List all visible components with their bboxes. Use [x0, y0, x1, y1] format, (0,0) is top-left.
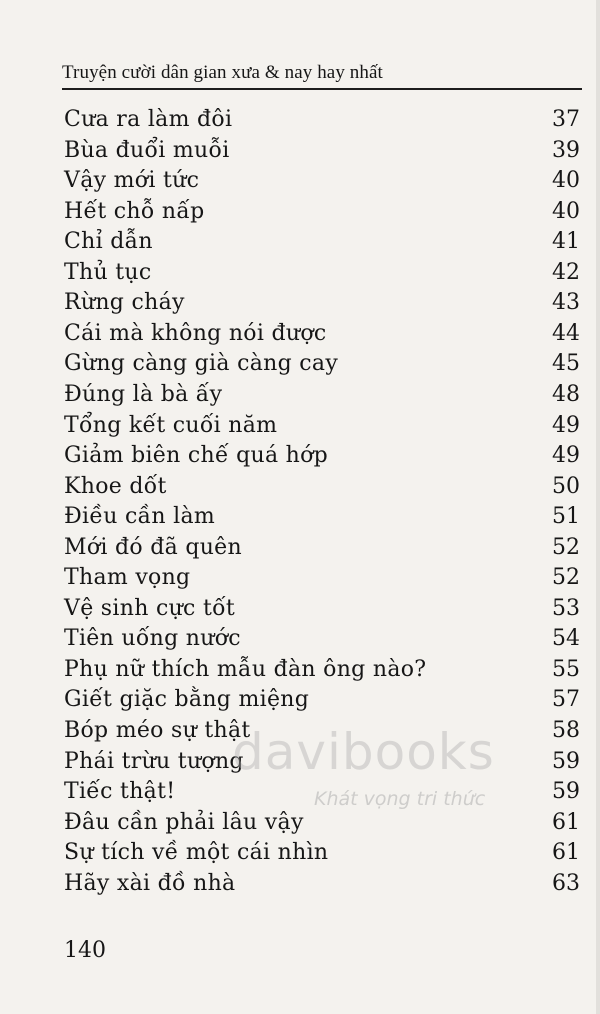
watermark-tagline: Khát vọng tri thức — [314, 788, 486, 810]
toc-entry-title: Vệ sinh cực tốt — [64, 595, 236, 621]
toc-entry — [62, 441, 580, 471]
toc-entry — [62, 655, 580, 685]
toc-entry — [62, 563, 580, 593]
toc-entry — [62, 349, 580, 379]
toc-entry — [62, 838, 580, 868]
toc-entry-page: 49 — [552, 412, 580, 438]
toc-entry-title: Tiên uống nước — [64, 626, 241, 652]
toc-entry-page: 39 — [552, 137, 580, 163]
toc-entry-title: Bùa đuổi muỗi — [64, 137, 230, 163]
toc-entry-page: 44 — [552, 320, 580, 346]
toc-entry-title: Điều cần làm — [64, 504, 216, 530]
toc-entry-page: 55 — [552, 656, 580, 682]
toc-entry-title: Phụ nữ thích mẫu đàn ông nào? — [64, 656, 427, 682]
toc-entry-page: 63 — [552, 870, 580, 896]
toc-entry — [62, 869, 580, 899]
toc-entry-page: 53 — [552, 595, 580, 621]
toc-entry-title: Tiếc thật! — [64, 779, 176, 805]
toc-entry-page: 58 — [552, 718, 580, 743]
toc-entry — [62, 258, 580, 288]
toc-entry-title: Giảm biên chế quá hớp — [64, 443, 329, 469]
toc-entry-title: Hết chỗ nấp — [64, 198, 205, 224]
toc-entry — [62, 716, 580, 746]
toc-entry-title: Khoe dốt — [64, 473, 167, 499]
toc-entry — [62, 472, 580, 502]
toc-entry-page: 61 — [552, 840, 580, 866]
toc-entry-title: Cưa ra làm đôi — [64, 107, 233, 132]
toc-entry — [62, 808, 580, 838]
page-edge — [596, 0, 600, 1014]
toc-entry-page: 42 — [552, 259, 580, 285]
toc-entry-page: 40 — [552, 198, 580, 224]
toc-entry-page: 49 — [552, 443, 580, 469]
toc-entry — [62, 288, 580, 318]
toc-entry — [62, 502, 580, 532]
toc-entry-title: Mới đó đã quên — [64, 534, 242, 560]
toc-entry — [62, 777, 580, 807]
toc-entry — [62, 166, 580, 196]
toc-entry — [62, 105, 580, 135]
toc-entry-page: 37 — [552, 107, 580, 132]
toc-entry — [62, 533, 580, 563]
toc-entry — [62, 227, 580, 257]
toc-entry-title: Bóp méo sự thật — [64, 718, 251, 743]
toc-entry-title: Đúng là bà ấy — [64, 381, 223, 407]
page-number: 140 — [64, 938, 106, 963]
toc-entry-title: Tham vọng — [64, 565, 191, 591]
toc-entry-title: Thủ tục — [64, 259, 152, 285]
toc-entry — [62, 136, 580, 166]
toc-entry-page: 41 — [552, 229, 580, 255]
toc-entry-page: 59 — [552, 748, 580, 774]
toc-entry-page: 52 — [552, 534, 580, 560]
toc-entry — [62, 624, 580, 654]
toc-entry-page: 43 — [552, 290, 580, 316]
toc-entry-page: 61 — [552, 809, 580, 835]
toc-entry-title: Hãy xài đồ nhà — [64, 870, 236, 896]
toc-entry-title: Giết giặc bằng miệng — [64, 687, 310, 713]
toc-entry-title: Tổng kết cuối năm — [64, 412, 278, 438]
toc-entry — [62, 319, 580, 349]
toc-entry — [62, 411, 580, 441]
toc-entry-page: 40 — [552, 168, 580, 194]
toc-entry-page: 51 — [552, 504, 580, 530]
toc-entry — [62, 197, 580, 227]
toc-entry-title: Gừng càng già càng cay — [64, 351, 339, 377]
toc-entry-page: 59 — [552, 779, 580, 805]
toc-entry-title: Phái trừu tượng — [64, 748, 244, 774]
toc-entry-title: Sự tích về một cái nhìn — [64, 840, 329, 866]
toc-entry-title: Rừng cháy — [64, 290, 185, 316]
watermark-brand: davibooks — [232, 723, 495, 781]
toc-entry-page: 45 — [552, 351, 580, 377]
toc-entry-title: Cái mà không nói được — [64, 320, 327, 346]
toc-entry — [62, 380, 580, 410]
toc-entry-title: Chỉ dẫn — [64, 229, 153, 255]
toc-entry — [62, 747, 580, 777]
toc-entry-page: 57 — [552, 687, 580, 713]
toc-entry — [62, 594, 580, 624]
toc-entry-title: Đâu cần phải lâu vậy — [64, 809, 304, 835]
toc-entry-page: 52 — [552, 565, 580, 591]
toc-entry-page: 50 — [552, 473, 580, 499]
toc-entry-title: Vậy mới tức — [64, 168, 200, 194]
toc-entry-page: 54 — [552, 626, 580, 652]
toc-entry-page: 48 — [552, 381, 580, 407]
book-title: Truyện cười dân gian xưa & nay hay nhất — [62, 62, 383, 83]
toc-entry — [62, 685, 580, 715]
